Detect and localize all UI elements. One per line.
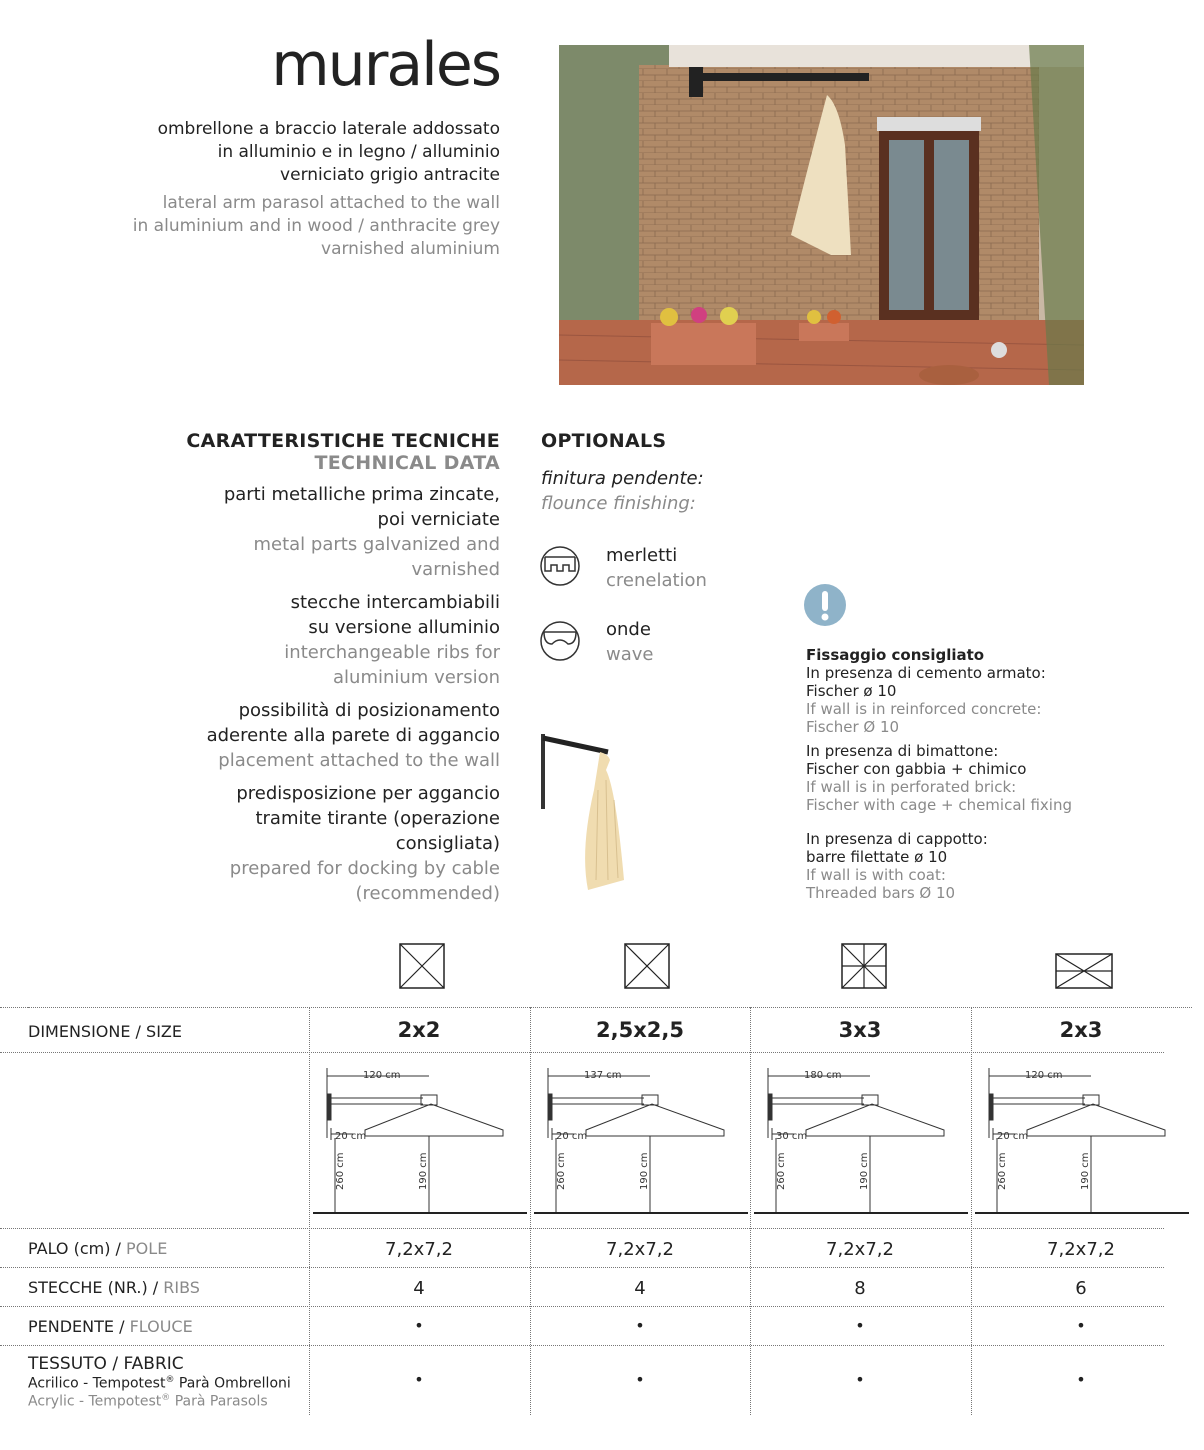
mounting-note xyxy=(806,646,1106,908)
square-4-ribs-icon xyxy=(624,943,670,989)
mounting-en: Fischer with cage + chemical fixing xyxy=(806,796,1072,814)
subtitle-english xyxy=(80,192,500,261)
mounting-title: Fissaggio consigliato xyxy=(806,646,985,664)
feature-it-line: aderente alla parete di aggancio xyxy=(206,725,500,746)
fabric-en-tail: Parà Parasols xyxy=(170,1393,268,1410)
ribs-label-en: RIBS xyxy=(163,1278,200,1297)
technical-data xyxy=(150,430,500,906)
fabric-bullet: • xyxy=(855,1370,865,1389)
table-col-rule xyxy=(309,1007,310,1415)
table-col-rule xyxy=(750,1007,751,1415)
mounting-it: Fischer ø 10 xyxy=(806,682,897,700)
pole-label xyxy=(28,1239,167,1258)
mounting-it: In presenza di bimattone: xyxy=(806,742,999,760)
subtitle-en-line: in aluminium and in wood / anthracite grey xyxy=(132,216,500,236)
registered-mark: ® xyxy=(165,1375,175,1385)
svg-text:190 cm: 190 cm xyxy=(418,1152,429,1190)
warning-icon xyxy=(804,584,846,626)
pole-label-it: PALO (cm) / xyxy=(28,1239,127,1258)
pole-value: 7,2x7,2 xyxy=(606,1239,674,1260)
feature-en-line: (recommended) xyxy=(355,883,500,904)
crenelation-icon xyxy=(539,545,581,587)
subtitle-italian xyxy=(80,118,500,187)
svg-text:260 cm: 260 cm xyxy=(997,1152,1008,1190)
dimension-drawing xyxy=(313,1058,527,1223)
subtitle-it-line: in alluminio e in legno / alluminio xyxy=(217,142,500,162)
size-value: 2,5x2,5 xyxy=(596,1018,684,1042)
optional-en: wave xyxy=(606,644,654,665)
optional-item-crenelation xyxy=(606,543,707,593)
table-rule xyxy=(0,1228,1164,1229)
fabric-bullet: • xyxy=(1076,1370,1086,1389)
subtitle-it-line: ombrellone a braccio laterale addossato xyxy=(157,119,500,139)
mounting-en: Threaded bars Ø 10 xyxy=(806,884,956,902)
optionals-heading: OPTIONALS xyxy=(541,430,667,452)
optional-it: merletti xyxy=(606,545,678,566)
finish-label-it: finitura pendente: xyxy=(541,468,704,489)
svg-text:260 cm: 260 cm xyxy=(556,1152,567,1190)
optional-it: onde xyxy=(606,619,651,640)
size-value: 3x3 xyxy=(838,1018,882,1042)
size-value: 2x3 xyxy=(1059,1018,1103,1042)
finish-label-en: flounce finishing: xyxy=(541,493,696,514)
feature-it-line: stecche intercambiabili xyxy=(290,592,500,613)
subtitle-en-line: lateral arm parasol attached to the wall xyxy=(162,193,500,213)
svg-text:20 cm: 20 cm xyxy=(997,1131,1029,1142)
flounce-label xyxy=(28,1317,193,1336)
pole-value: 7,2x7,2 xyxy=(385,1239,453,1260)
table-rule xyxy=(0,1306,1164,1307)
subtitle-it-line: verniciato grigio antracite xyxy=(280,165,500,185)
svg-text:260 cm: 260 cm xyxy=(776,1152,787,1190)
feature-it-line: poi verniciate xyxy=(377,509,500,530)
square-8-ribs-icon xyxy=(841,943,887,989)
table-col-rule xyxy=(971,1007,972,1415)
fabric-label: TESSUTO / FABRIC xyxy=(28,1354,184,1374)
table-top-rule xyxy=(28,1007,1192,1008)
table-rule xyxy=(0,1052,1164,1053)
technical-heading-it: CARATTERISTICHE TECNICHE xyxy=(186,430,500,452)
fabric-it-tail: Parà Ombrelloni xyxy=(174,1375,291,1392)
feature-en-line: interchangeable ribs for xyxy=(284,642,500,663)
flounce-label-it: PENDENTE / xyxy=(28,1317,130,1336)
svg-text:190 cm: 190 cm xyxy=(639,1152,650,1190)
mounting-en: If wall is in reinforced concrete: xyxy=(806,700,1042,718)
size-label: DIMENSIONE / SIZE xyxy=(28,1022,182,1041)
flounce-bullet: • xyxy=(414,1316,424,1335)
optional-en: crenelation xyxy=(606,570,707,591)
mounting-it: In presenza di cemento armato: xyxy=(806,664,1046,682)
feature-en-line: prepared for docking by cable xyxy=(229,858,500,879)
subtitle-en-line: varnished aluminium xyxy=(321,239,500,259)
ribs-label xyxy=(28,1278,200,1297)
fabric-it-text: Acrilico - Tempotest xyxy=(28,1375,166,1392)
ribs-value: 6 xyxy=(1075,1278,1087,1299)
feature-item xyxy=(150,590,500,690)
pole-value: 7,2x7,2 xyxy=(1047,1239,1115,1260)
feature-it-line: tramite tirante (operazione xyxy=(255,808,500,829)
table-rule xyxy=(0,1267,1164,1268)
svg-text:137 cm: 137 cm xyxy=(584,1070,622,1081)
fabric-en xyxy=(28,1393,268,1410)
svg-text:180 cm: 180 cm xyxy=(804,1070,842,1081)
fabric-it xyxy=(28,1375,291,1392)
feature-en-line: varnished xyxy=(411,559,500,580)
flounce-bullet: • xyxy=(855,1316,865,1335)
mounting-en: If wall is in perforated brick: xyxy=(806,778,1017,796)
pole-label-en: POLE xyxy=(126,1239,168,1258)
dimension-drawing xyxy=(534,1058,748,1223)
feature-it-line: predisposizione per aggancio xyxy=(236,783,500,804)
registered-mark: ® xyxy=(161,1393,171,1403)
size-value: 2x2 xyxy=(397,1018,441,1042)
pole-value: 7,2x7,2 xyxy=(826,1239,894,1260)
table-rule xyxy=(0,1345,1164,1346)
mounting-en: If wall is with coat: xyxy=(806,866,946,884)
feature-en-line: aluminium version xyxy=(333,667,500,688)
parasol-illustration xyxy=(538,730,638,905)
ribs-label-it: STECCHE (NR.) / xyxy=(28,1278,164,1297)
svg-text:20 cm: 20 cm xyxy=(556,1131,588,1142)
svg-text:30 cm: 30 cm xyxy=(776,1131,808,1142)
dimension-drawing xyxy=(975,1058,1189,1223)
fabric-bullet: • xyxy=(635,1370,645,1389)
flounce-bullet: • xyxy=(1076,1316,1086,1335)
wave-icon xyxy=(539,620,581,662)
svg-text:120 cm: 120 cm xyxy=(363,1070,401,1081)
flounce-bullet: • xyxy=(635,1316,645,1335)
optionals xyxy=(541,430,791,516)
ribs-value: 4 xyxy=(634,1278,646,1299)
dimension-drawing xyxy=(754,1058,968,1223)
optional-item-wave xyxy=(606,617,653,667)
product-title: murales xyxy=(271,30,500,100)
svg-text:120 cm: 120 cm xyxy=(1025,1070,1063,1081)
mounting-it: Fischer con gabbia + chimico xyxy=(806,760,1027,778)
feature-en-line: placement attached to the wall xyxy=(218,750,500,771)
svg-text:260 cm: 260 cm xyxy=(335,1152,346,1190)
rect-6-ribs-icon xyxy=(1055,953,1113,989)
ribs-value: 8 xyxy=(854,1278,866,1299)
feature-en-line: metal parts galvanized and xyxy=(253,534,500,555)
ribs-value: 4 xyxy=(413,1278,425,1299)
table-col-rule xyxy=(530,1007,531,1415)
feature-it-line: su versione alluminio xyxy=(308,617,500,638)
technical-heading-en: TECHNICAL DATA xyxy=(314,452,500,474)
feature-it-line: possibilità di posizionamento xyxy=(238,700,500,721)
svg-text:190 cm: 190 cm xyxy=(859,1152,870,1190)
mounting-en: Fischer Ø 10 xyxy=(806,718,900,736)
mounting-it: barre filettate ø 10 xyxy=(806,848,948,866)
fabric-en-text: Acrylic - Tempotest xyxy=(28,1393,162,1410)
flounce-label-en: FLOUCE xyxy=(129,1317,193,1336)
feature-item xyxy=(150,482,500,582)
feature-it-line: parti metalliche prima zincate, xyxy=(223,484,500,505)
svg-text:20 cm: 20 cm xyxy=(335,1131,367,1142)
svg-text:190 cm: 190 cm xyxy=(1080,1152,1091,1190)
product-photo xyxy=(559,45,1084,385)
mounting-it: In presenza di cappotto: xyxy=(806,830,988,848)
fabric-bullet: • xyxy=(414,1370,424,1389)
feature-item xyxy=(150,698,500,773)
feature-item xyxy=(150,781,500,906)
square-4-ribs-icon xyxy=(399,943,445,989)
feature-it-line: consigliata) xyxy=(395,833,500,854)
